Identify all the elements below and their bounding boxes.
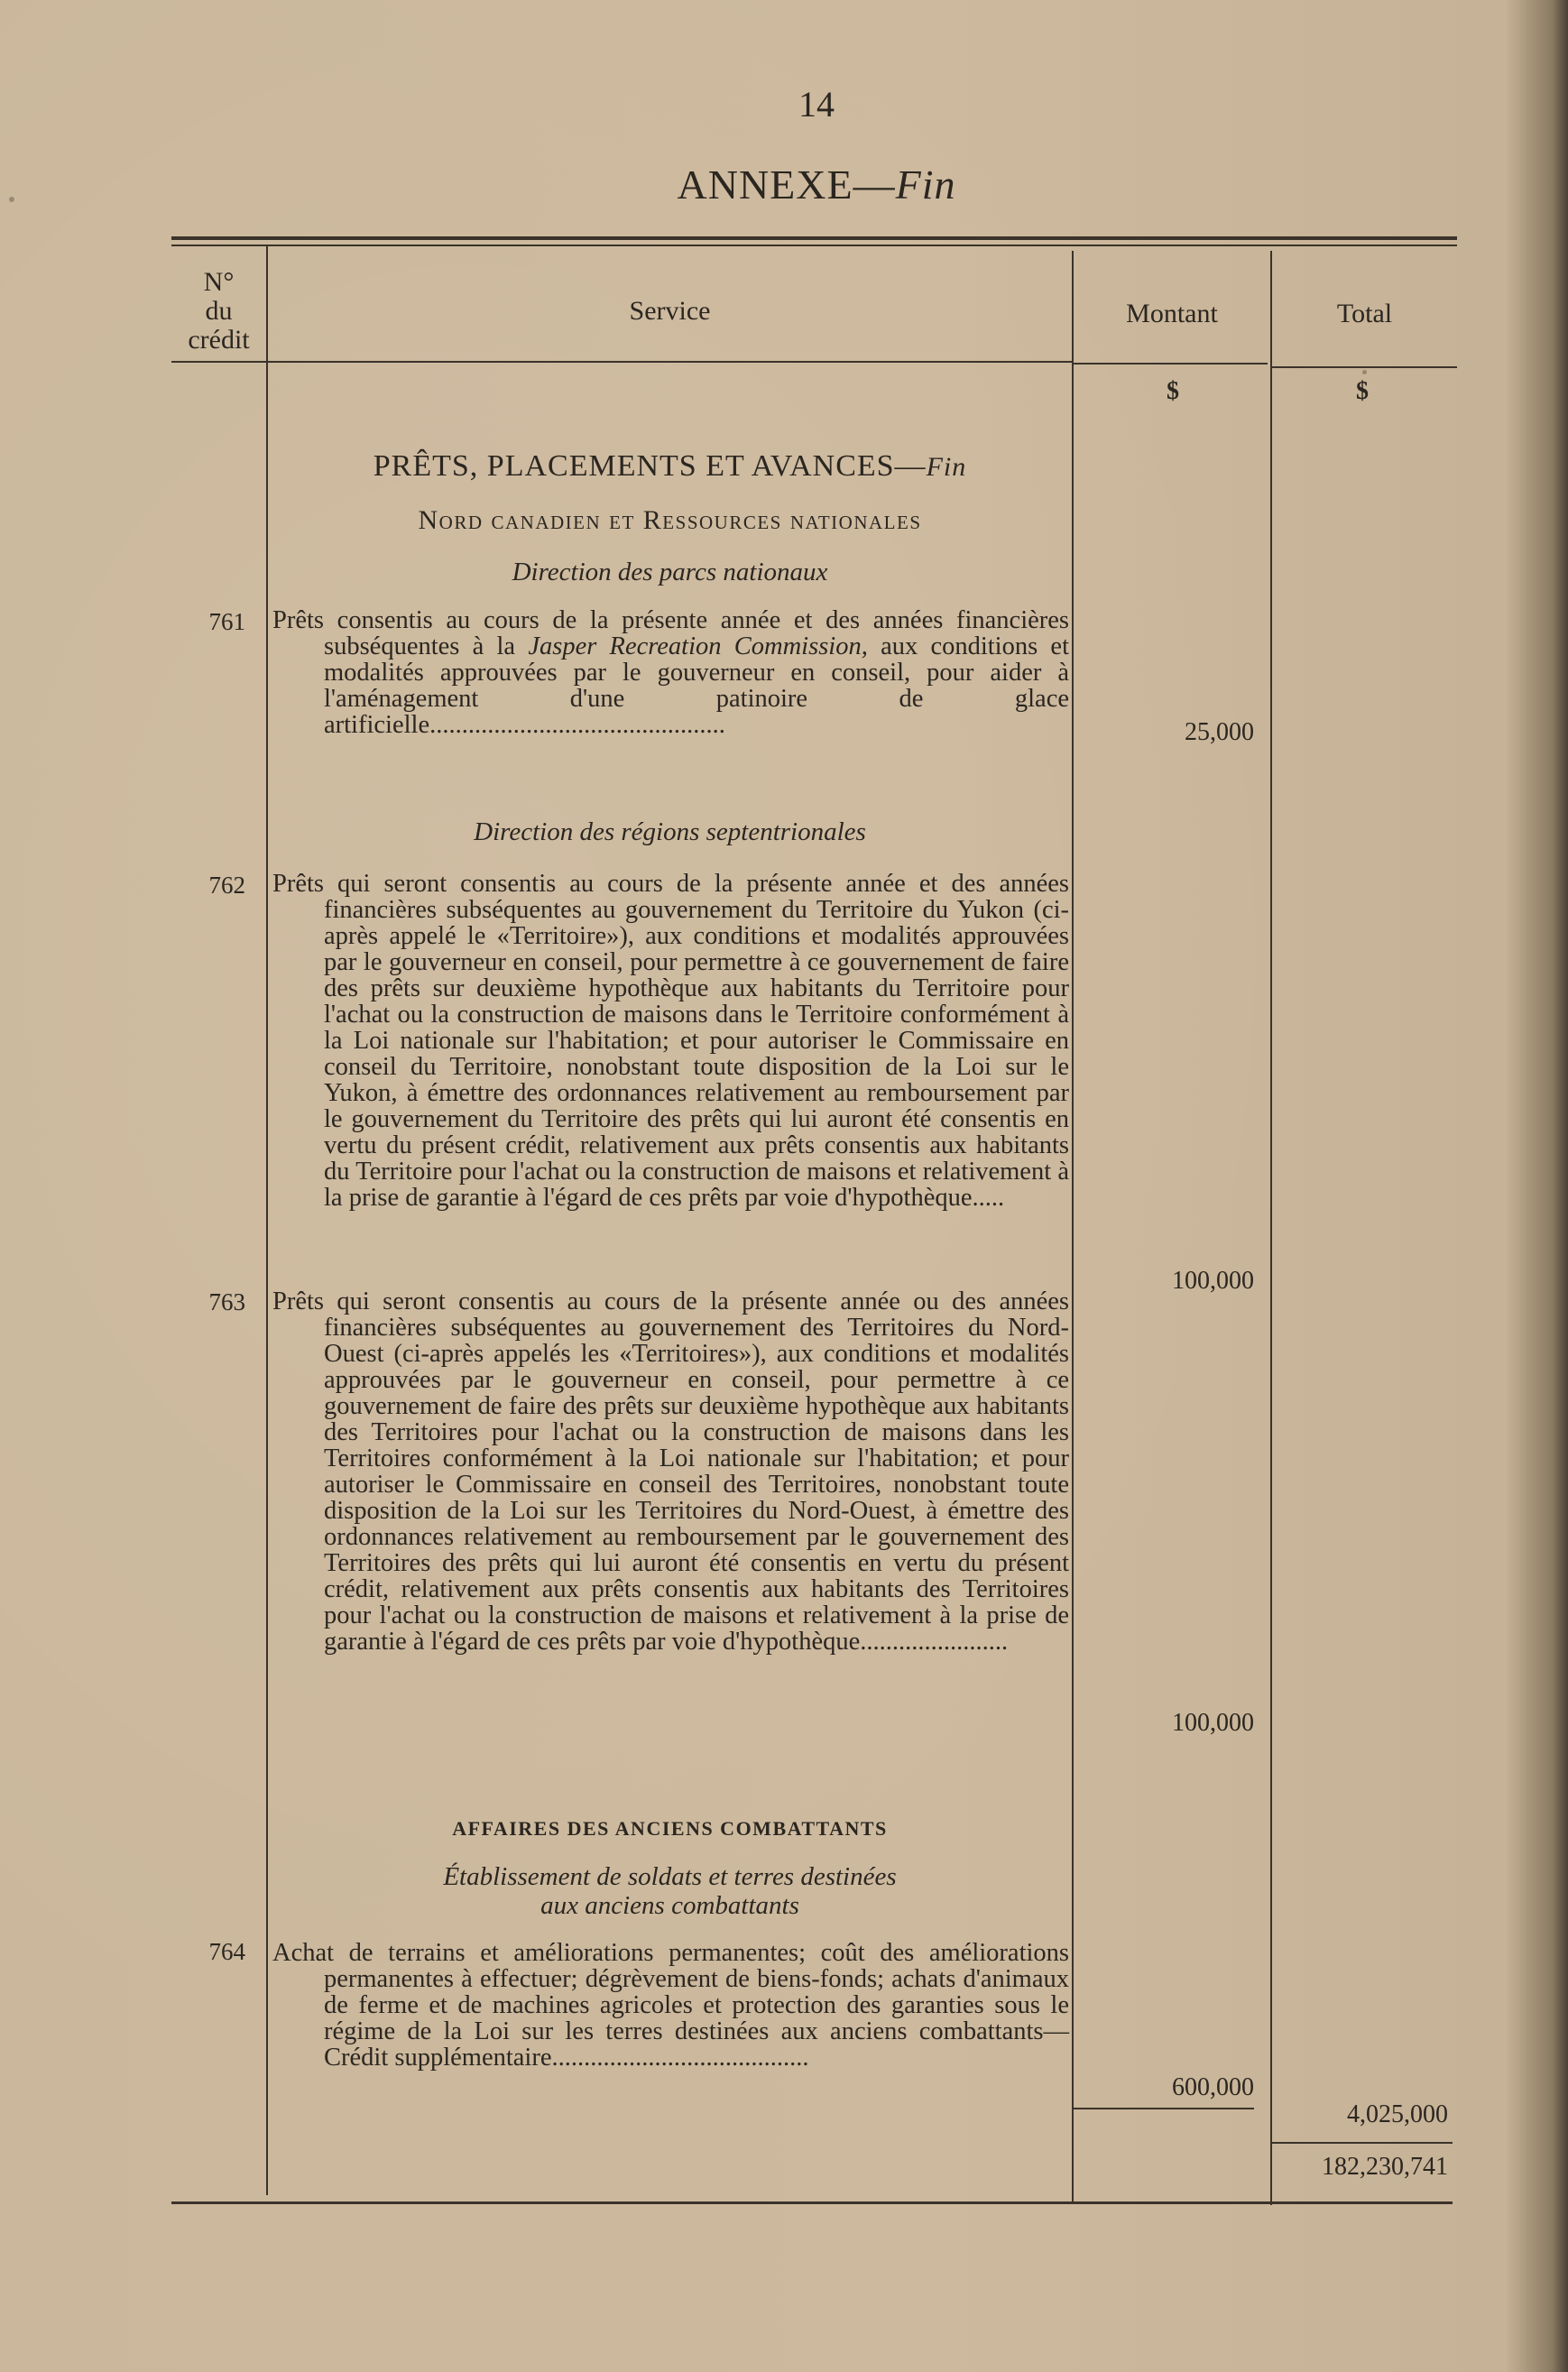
item-text-763-body: Prêts qui seront consentis au cours de la présente année ou des années financières subséquentes au gouvernement des Territoires du Nord-Ouest (ci-après appelés les «Territoires»), aux conditions et modalités approuvées par le gouverneur en conseil, pour permettre à ce gouvernement de faire des prêts sur deuxième hypothèque aux habitants des Territoires pour l'achat ou la construction de maisons dans les Territoires conformément à la Loi nationale sur l'habitation; et pour autoriser le Commissaire en conseil des Territoires, nonobstant toute disposition de la Loi sur les Territoires du Nord-Ouest, à émettre des ordonnances relativement au remboursement par le gouvernement des Territoires des prêts qui lui auront été consentis en vertu du présent crédit, relativement aux prêts consentis aux habitants des Territoires pour l'achat ou la construction de maisons et relativement à la prise de garantie à l'égard de ces prêts par voie d'hypothèque [272, 1288, 1069, 1656]
item-text-761-italic: Jasper Recreation Commission, [528, 632, 868, 660]
amount-764: 600,000 [1172, 2073, 1254, 2101]
item-text-763: Prêts qui seront consentis au cours de la présente année ou des années financières subséquentes au gouvernement des Territoires du Nord-Ouest (ci-après appelés les «Territoires»), aux conditions et modalités approuvées par le gouverneur en conseil, pour permettre à ce gouvernement de faire des prêts sur deuxième hypothèque aux habitants des Territoires pour l'achat ou la construction de maisons dans les Territoires conformément à la Loi nationale sur l'habitation; et pour autoriser le Commissaire en conseil des Territoires, nonobstant toute disposition de la Loi sur les Territoires du Nord-Ouest, à émettre des ordonnances relativement au remboursement par le gouvernement des Territoires des prêts qui lui auront été consentis en vertu du présent crédit, relativement aux prêts consentis aux habitants des Territoires pour l'achat ou la construction de maisons et relativement à la prise de garantie à l'égard de ces prêts par voie d'hypothèque....................... [272, 1288, 1069, 1656]
header-rule-total [1272, 366, 1457, 368]
section-title-main: PRÊTS, PLACEMENTS ET AVANCES— [373, 449, 927, 483]
amount-763: 100,000 [1172, 1709, 1254, 1737]
top-rule-thin [171, 245, 1457, 246]
item-text-761-after: aux conditions et modalités approuvées par le gouverneur en conseil, pour aider à l'aménagement d'une patinoire de glace artificielle [324, 632, 1069, 739]
header-credit-line-2: du [205, 296, 233, 326]
subtotal-rule-montant [1074, 2108, 1254, 2109]
veterans-direction-line-1: Établissement de soldats et terres destinées [443, 1862, 897, 1891]
credit-number-762: 762 [208, 872, 245, 899]
header-credit-line-1: N° [203, 267, 235, 297]
page-title-main: ANNEXE— [677, 162, 896, 208]
item-text-764: Achat de terrains et améliorations permanentes; coût des améliorations permanentes à effectuer; dégrèvement de biens-fonds; achats d'animaux de ferme et de machines agricoles et protection des garanties sous le régime de la Loi sur les terres destinées aux anciens combattants—Crédit supplémentaire........................................ [272, 1939, 1069, 2072]
page-number: 14 [798, 84, 835, 125]
header-total: Total [1336, 299, 1393, 328]
item-text-761-before: Prêts consentis au cours de la présente année et des années financières subséquentes à la [272, 606, 1069, 660]
veterans-direction-line-2: aux anciens combattants [540, 1891, 799, 1920]
veterans-heading: AFFAIRES DES ANCIENS COMBATTANTS [452, 1817, 888, 1840]
column-divider-montant [1270, 251, 1272, 2205]
header-rule-montant [1074, 363, 1268, 365]
item-text-762-body: Prêts qui seront consentis au cours de la présente année et des années financières subséquentes au gouvernement du Territoire du Yukon (ci-après appelé le «Territoire»), aux conditions et modalités approuvées par le gouverneur en conseil, pour permettre à ce gouvernement de faire des prêts sur deuxième hypothèque aux habitants du Territoire pour l'achat ou la construction de maisons dans le Territoire conformément à la Loi nationale sur l'habitation; et pour autoriser le Commissaire en conseil du Territoire, nonobstant toute disposition de la Loi sur le Yukon, à émettre des ordonnances relativement au remboursement par le gouvernement du Territoire des prêts qui lui auront été consentis en vertu du présent crédit, relativement aux prêts consentis aux habitants du Territoire pour l'achat ou la construction de maisons et relativement à la prise de garantie à l'égard de ces prêts par voie d'hypothèque [272, 870, 1069, 1212]
item-text-764-body: Achat de terrains et améliorations permanentes; coût des améliorations permanentes à effectuer; dégrèvement de biens-fonds; achats d'animaux de ferme et de machines agricoles et protection des garanties sous le régime de la Loi sur les terres destinées aux anciens combattants—Crédit supplémentaire [272, 1939, 1069, 2072]
column-divider-service [1072, 251, 1074, 2201]
subtotal-total: 4,025,000 [1347, 2100, 1448, 2128]
grand-total: 182,230,741 [1322, 2153, 1448, 2181]
credit-number-764: 764 [208, 1938, 245, 1965]
total-rule [1272, 2142, 1453, 2144]
item-text-761: Prêts consentis au cours de la présente année et des années financières subséquentes à la Jasper Recreation Commission, aux conditions et modalités approuvées par le gouverneur en conseil, pour aider à l'aménagement d'une patinoire de glace artificielle.............................................. [272, 606, 1069, 739]
scan-speck [1362, 370, 1367, 374]
currency-total: $ [1356, 377, 1369, 405]
credit-number-761: 761 [208, 608, 245, 635]
top-rule-thick [171, 236, 1457, 240]
header-credit-number [171, 268, 266, 355]
header-credit-line-3: crédit [188, 325, 250, 355]
item-text-762: Prêts qui seront consentis au cours de la présente année et des années financières subséquentes au gouvernement du Territoire du Yukon (ci-après appelé le «Territoire»), aux conditions et modalités approuvées par le gouverneur en conseil, pour permettre à ce gouvernement de faire des prêts sur deuxième hypothèque aux habitants du Territoire pour l'achat ou la construction de maisons dans le Territoire conformément à la Loi nationale sur l'habitation; et pour autoriser le Commissaire en conseil du Territoire, nonobstant toute disposition de la Loi sur le Yukon, à émettre des ordonnances relativement au remboursement par le gouvernement du Territoire des prêts qui lui auront été consentis en vertu du présent crédit, relativement aux prêts consentis aux habitants du Territoire pour l'achat ou la construction de maisons et relativement à la prise de garantie à l'égard de ces prêts par voie d'hypothèque..... [272, 870, 1069, 1212]
bottom-rule [171, 2201, 1453, 2204]
header-montant: Montant [1126, 299, 1218, 328]
page-title-italic: Fin [895, 162, 956, 208]
page-title [0, 161, 1568, 208]
direction-parcs: Direction des parcs nationaux [512, 558, 828, 586]
amount-762: 100,000 [1172, 1267, 1254, 1295]
direction-regions: Direction des régions septentrionales [474, 817, 866, 846]
amount-761: 25,000 [1185, 718, 1254, 746]
header-service: Service [629, 296, 711, 326]
department-title: Nord canadien et Ressources nationales [418, 505, 922, 535]
section-title [268, 449, 1072, 484]
header-rule-left [171, 361, 1074, 363]
credit-number-763: 763 [208, 1288, 245, 1315]
scan-speck [9, 197, 14, 202]
currency-montant: $ [1167, 377, 1179, 405]
veterans-direction [268, 1862, 1072, 1920]
section-title-italic: Fin [926, 452, 967, 482]
